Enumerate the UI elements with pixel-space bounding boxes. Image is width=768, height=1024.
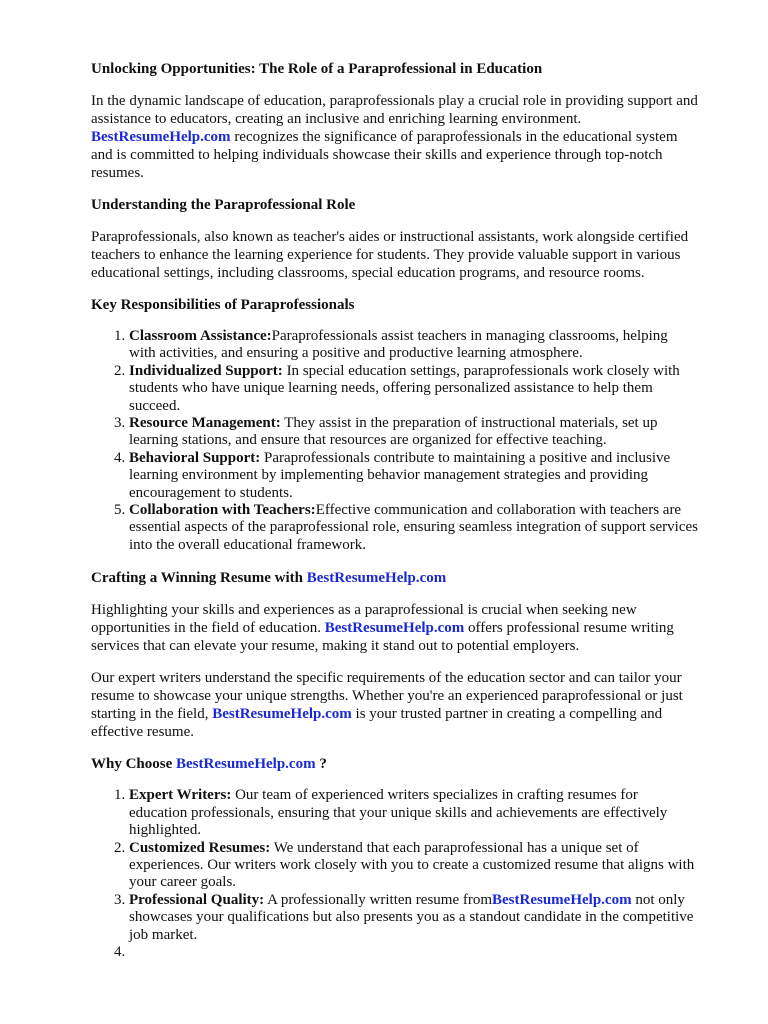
section-heading-responsibilities: Key Responsibilities of Paraprofessionals xyxy=(91,297,355,313)
list-item-term: Classroom Assistance: xyxy=(129,328,272,344)
list-item xyxy=(129,892,698,944)
list-item-text: In special education settings, paraprofessionals work closely with students who have unique learning needs, offering personalized assistance to help them succeed. xyxy=(129,362,680,414)
heading-text: ? xyxy=(315,756,327,773)
responsibilities-list xyxy=(91,328,698,554)
list-item-term: Resource Management: xyxy=(129,415,281,432)
list-item-text: not only showcases your qualifications but also presents you as a standout candidate in the competitive job market. xyxy=(129,891,694,943)
list-item-term: Individualized Support: xyxy=(129,362,283,379)
section-heading-why xyxy=(91,755,698,773)
section-heading-role: Understanding the Paraprofessional Role xyxy=(91,197,356,213)
resume-paragraph-1 xyxy=(91,601,698,655)
intro-text: In the dynamic landscape of education, paraprofessionals play a crucial role in providing support and assistance to educators, creating an inclusive and enriching learning environment. xyxy=(91,93,698,127)
list-item xyxy=(129,415,698,450)
brand-link[interactable]: BestResumeHelp.com xyxy=(324,620,465,637)
brand-link[interactable]: BestResumeHelp.com xyxy=(91,129,231,145)
list-item-empty xyxy=(129,944,698,961)
list-item-text: Our team of experienced writers specializes in crafting resumes for education professionals, ensuring that your unique skills and achievements are effectively highlighted. xyxy=(129,787,668,839)
why-choose-list xyxy=(91,787,698,961)
list-item-text: Paraprofessionals assist teachers in managing classrooms, helping with activities, and ensuring a positive and productive learning atmosphere. xyxy=(129,328,668,362)
resume-paragraph-2 xyxy=(91,669,698,741)
brand-link[interactable]: BestResumeHelp.com xyxy=(212,706,352,723)
list-item xyxy=(129,502,698,554)
list-item-term: Collaboration with Teachers: xyxy=(129,502,316,519)
paragraph-text: Our expert writers understand the specific requirements of the education sector and can tailor your resume to showcase your unique strengths. Whether you're an experienced paraprofessional or just starting in the field, xyxy=(91,670,683,723)
brand-link[interactable]: BestResumeHelp.com xyxy=(306,570,447,587)
intro-paragraph xyxy=(91,92,698,182)
list-item xyxy=(129,450,698,502)
list-item-term: Expert Writers: xyxy=(129,787,232,804)
heading-text: Why Choose xyxy=(91,756,177,773)
heading-text: Crafting a Winning Resume with xyxy=(91,570,307,587)
list-item xyxy=(129,328,698,363)
list-item xyxy=(129,840,698,892)
paragraph-text: is your trusted partner in creating a compelling and effective resume. xyxy=(91,706,663,741)
list-item-term: Behavioral Support: xyxy=(129,449,261,466)
list-item-text: A professionally written resume from xyxy=(264,891,493,908)
paragraph-text: Highlighting your skills and experiences as a paraprofessional is crucial when seeking new opportunities in the field of education. xyxy=(91,602,637,637)
list-item-text: We understand that each paraprofessional has a unique set of experiences. Our writers work closely with you to create a customized resume that aligns with your career goals. xyxy=(129,839,695,891)
role-paragraph: Paraprofessionals, also known as teacher's aides or instructional assistants, work alongside certified teachers to enhance the learning experience for students. They provide valuable support in various educational settings, including classrooms, special education programs, and resource rooms. xyxy=(91,229,689,281)
intro-text-after: recognizes the significance of paraprofessionals in the educational system and is committed to helping individuals showcase their skills and experience through top-notch resumes. xyxy=(91,129,678,181)
list-item xyxy=(129,363,698,415)
paragraph-text: offers professional resume writing services that can elevate your resume, making it stand out to potential employers. xyxy=(91,620,674,655)
list-item-text: Effective communication and collaboration with teachers are essential aspects of the paraprofessional role, ensuring seamless integration of support services into the overall educational framework. xyxy=(129,502,698,553)
list-item-term: Customized Resumes: xyxy=(129,839,271,856)
list-item-text: They assist in the preparation of instructional materials, set up learning stations, and ensure that resources are organized for effective teaching. xyxy=(129,415,658,449)
section-heading-resume xyxy=(91,569,698,587)
list-item-term: Professional Quality: xyxy=(129,891,265,908)
list-item-text: Paraprofessionals contribute to maintaining a positive and inclusive learning environment by implementing behavior management strategies and providing encouragement to students. xyxy=(129,449,671,501)
brand-link[interactable]: BestResumeHelp.com xyxy=(176,756,316,773)
list-item xyxy=(129,787,698,839)
document-title: Unlocking Opportunities: The Role of a Paraprofessional in Education xyxy=(91,61,543,77)
brand-link[interactable]: BestResumeHelp.com xyxy=(492,891,632,908)
